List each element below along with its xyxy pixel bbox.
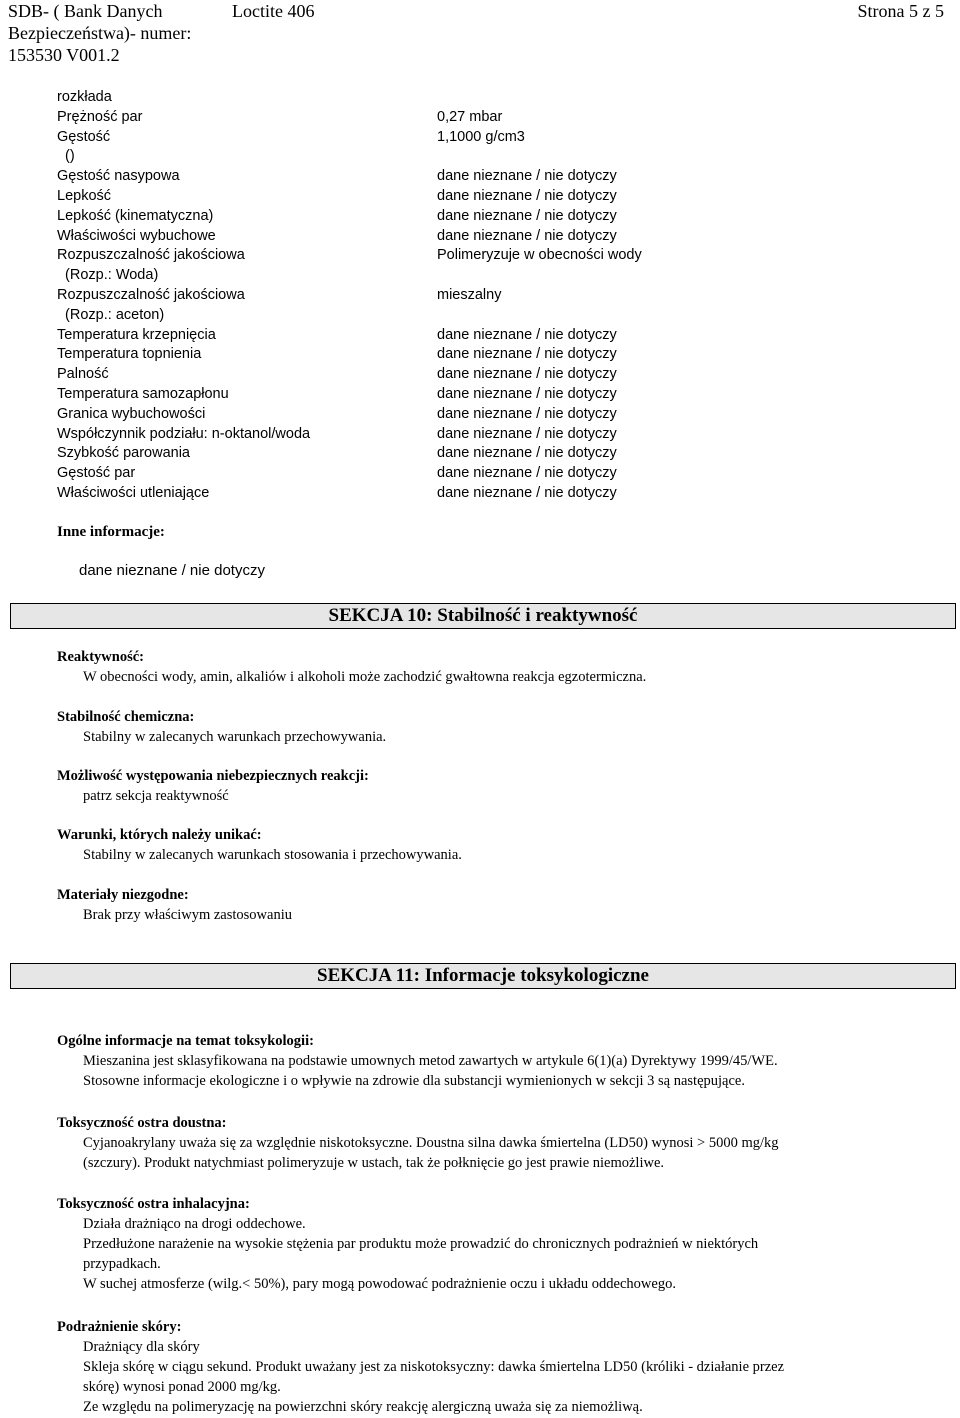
property-value: dane nieznane / nie dotyczy	[437, 227, 617, 244]
other-info-text: dane nieznane / nie dotyczy	[79, 562, 265, 579]
property-label: Szybkość parowania	[57, 445, 190, 462]
block-heading: Toksyczność ostra inhalacyjna:	[57, 1196, 250, 1212]
header-page-number: Strona 5 z 5	[857, 1, 944, 21]
property-label: Prężność par	[57, 108, 143, 125]
property-label: Lepkość (kinematyczna)	[57, 207, 214, 224]
block-heading: Warunki, których należy unikać:	[57, 827, 262, 843]
property-value: dane nieznane / nie dotyczy	[437, 326, 617, 343]
property-label: rozkłada	[57, 89, 112, 105]
block-line: Ze względu na polimeryzację na powierzchni skóry reakcję alergiczną uważa się za niemożliwą.	[83, 1399, 643, 1415]
section-10-header	[10, 603, 956, 629]
property-label: Współczynnik podziału: n-oktanol/woda	[57, 425, 311, 442]
property-label: Palność	[57, 366, 109, 383]
block-line: Drażniący dla skóry	[83, 1339, 200, 1355]
header-product: Loctite 406	[232, 1, 315, 21]
section-11-general-info	[57, 1031, 937, 1091]
block-line: Przedłużone narażenie na wysokie stężenia par produktu może prowadzić do chronicznych podrażnień w niektórych	[83, 1236, 759, 1252]
section-11-acute-inhalation	[57, 1194, 937, 1294]
block-line: Stabilny w zalecanych warunkach przechowywania.	[83, 729, 387, 745]
block-line: Działa drażniąco na drogi oddechowe.	[83, 1216, 306, 1232]
property-value: dane nieznane / nie dotyczy	[437, 425, 617, 442]
section-11-acute-oral	[57, 1113, 937, 1173]
property-label: Rozpuszczalność jakościowa	[57, 247, 245, 264]
section-11-skin-irritation	[57, 1317, 937, 1417]
block-heading: Reaktywność:	[57, 649, 144, 665]
block-line: patrz sekcja reaktywność	[83, 788, 229, 804]
block-heading: Ogólne informacje na temat toksykologii:	[57, 1033, 314, 1049]
block-line: Stabilny w zalecanych warunkach stosowania i przechowywania.	[83, 847, 462, 863]
block-line: Skleja skórę w ciągu sekund. Produkt uważany jest za niskotoksyczny: dawka śmiertelna LD50 (króliki - działanie przez	[83, 1359, 785, 1375]
property-value: dane nieznane / nie dotyczy	[437, 405, 617, 422]
header-company-line1: SDB- ( Bank Danych	[8, 1, 163, 21]
property-label: Granica wybuchowości	[57, 405, 206, 422]
property-value: dane nieznane / nie dotyczy	[437, 385, 617, 402]
section-10-reactivity	[57, 647, 937, 687]
section-10-conditions-to-avoid	[57, 825, 937, 865]
property-value: dane nieznane / nie dotyczy	[437, 484, 617, 501]
property-label: Temperatura krzepnięcia	[57, 326, 216, 343]
property-label: Lepkość	[57, 187, 112, 204]
property-value: dane nieznane / nie dotyczy	[437, 366, 617, 383]
block-line: W obecności wody, amin, alkaliów i alkoholi może zachodzić gwałtowna reakcja egzotermiczna.	[83, 669, 647, 685]
property-value: dane nieznane / nie dotyczy	[437, 465, 617, 482]
property-label: Właściwości wybuchowe	[57, 227, 216, 244]
section-11-title: SEKCJA 11: Informacje toksykologiczne	[317, 965, 649, 986]
property-label: Właściwości utleniające	[57, 484, 210, 501]
block-heading: Toksyczność ostra doustna:	[57, 1115, 227, 1131]
section-10-chemical-stability	[57, 707, 937, 747]
property-label: Gęstość nasypowa	[57, 168, 180, 185]
property-value: dane nieznane / nie dotyczy	[437, 207, 617, 224]
section-11-header	[10, 963, 956, 989]
property-value: 0,27 mbar	[437, 108, 503, 125]
property-value: dane nieznane / nie dotyczy	[437, 187, 617, 204]
property-label: Gęstość	[57, 128, 111, 145]
block-heading: Podrażnienie skóry:	[57, 1319, 182, 1335]
block-line: przypadkach.	[83, 1256, 161, 1272]
property-value: dane nieznane / nie dotyczy	[437, 346, 617, 363]
block-heading: Materiały niezgodne:	[57, 887, 189, 903]
block-line: Stosowne informacje ekologiczne i o wpływie na zdrowie dla substancji wymienionych w sekcji 3 są następujące.	[83, 1073, 745, 1089]
property-label: Rozpuszczalność jakościowa	[57, 286, 245, 303]
block-line: Brak przy właściwym zastosowaniu	[83, 907, 292, 923]
property-value: dane nieznane / nie dotyczy	[437, 445, 617, 462]
property-label: ()	[57, 148, 75, 165]
property-value: dane nieznane / nie dotyczy	[437, 168, 617, 185]
section-10-hazardous-reactions	[57, 766, 937, 806]
block-line: Cyjanoakrylany uważa się za względnie niskotoksyczne. Doustna silna dawka śmiertelna (LD50) wynosi > 5000 mg/kg	[83, 1135, 779, 1151]
header-company-line3: 153530 V001.2	[8, 45, 120, 65]
property-label: Temperatura samozapłonu	[57, 385, 229, 402]
section-10-title: SEKCJA 10: Stabilność i reaktywność	[328, 605, 638, 626]
other-info-title: Inne informacje:	[57, 524, 165, 540]
block-heading: Możliwość występowania niebezpiecznych reakcji:	[57, 768, 369, 784]
header-company-line2: Bezpieczeństwa)- numer:	[8, 23, 192, 43]
page-header	[8, 0, 944, 66]
property-label: (Rozp.: aceton)	[57, 306, 165, 323]
property-label: Temperatura topnienia	[57, 346, 202, 363]
property-value: Polimeryzuje w obecności wody	[437, 247, 642, 264]
block-line: skórę) wynosi ponad 2000 mg/kg.	[83, 1379, 281, 1395]
section-10-incompatible-materials	[57, 885, 937, 925]
block-heading: Stabilność chemiczna:	[57, 709, 195, 725]
property-value: mieszalny	[437, 286, 502, 303]
block-line: W suchej atmosferze (wilg.< 50%), pary mogą powodować podrażnienie oczu i układu oddechowego.	[83, 1276, 676, 1292]
property-label: Gęstość par	[57, 465, 136, 482]
block-line: (szczury). Produkt natychmiast polimeryzuje w ustach, tak że połknięcie go jest prawie niemożliwe.	[83, 1155, 665, 1171]
property-value: 1,1000 g/cm3	[437, 128, 525, 145]
property-label: (Rozp.: Woda)	[57, 267, 159, 284]
block-line: Mieszanina jest sklasyfikowana na podstawie umownych metod zawartych w artykule 6(1)(a) Dyrektywy 1999/45/WE.	[83, 1053, 778, 1069]
